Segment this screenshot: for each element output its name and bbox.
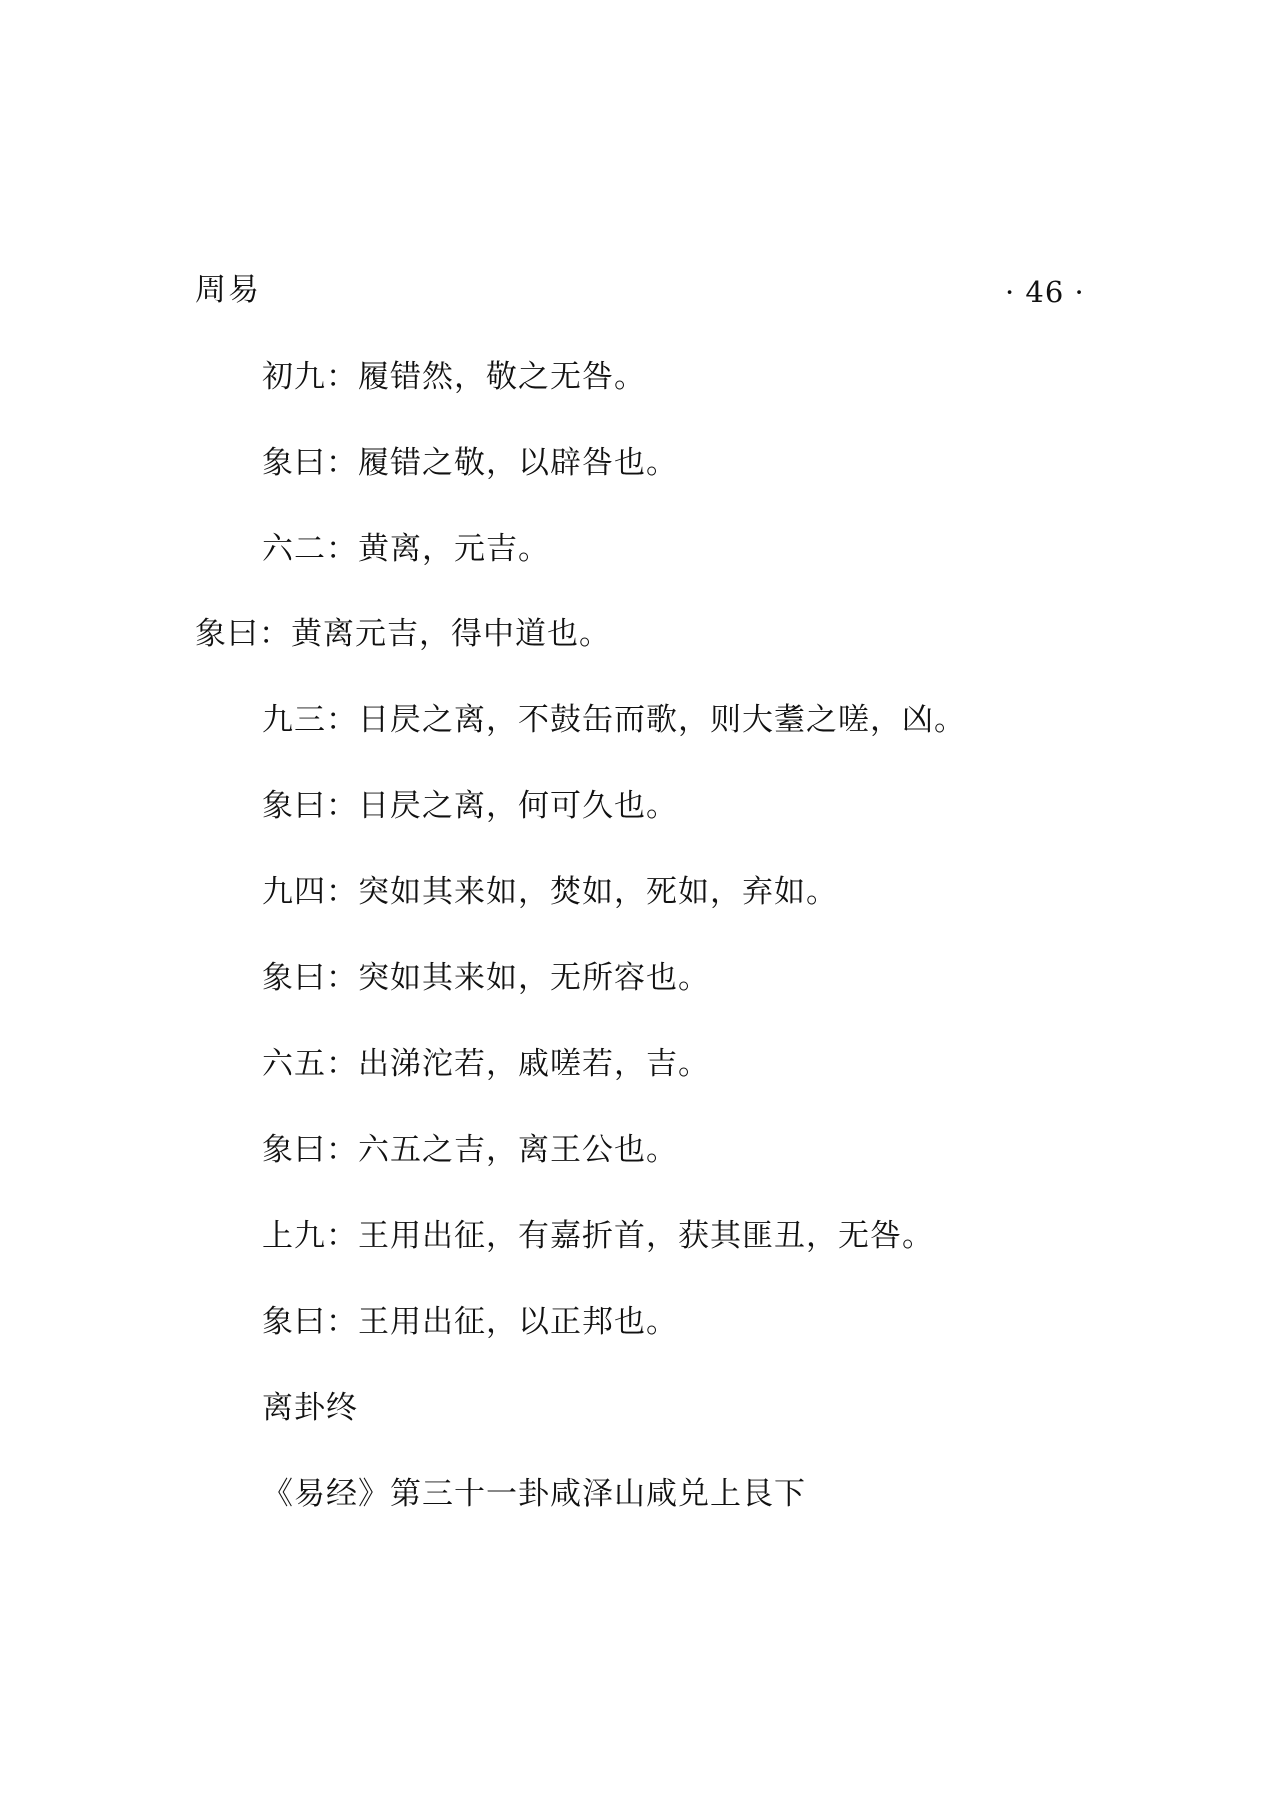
text-line: 九四：突如其来如，焚如，死如，弃如。 bbox=[262, 874, 838, 910]
text-line: 象曰：六五之吉，离王公也。 bbox=[262, 1132, 678, 1168]
text-line: 九三：日昃之离，不鼓缶而歌，则大耋之嗟，凶。 bbox=[262, 702, 966, 738]
page-number: · 46 · bbox=[1005, 275, 1085, 309]
text-line: 上九：王用出征，有嘉折首，获其匪丑，无咎。 bbox=[262, 1218, 934, 1254]
text-line: 《易经》第三十一卦咸泽山咸兑上艮下 bbox=[262, 1476, 806, 1512]
running-header-title: 周易 bbox=[195, 272, 261, 308]
text-line: 象曰：王用出征，以正邦也。 bbox=[262, 1304, 678, 1340]
text-line: 六二：黄离，元吉。 bbox=[262, 531, 550, 567]
text-line: 初九：履错然，敬之无咎。 bbox=[262, 359, 646, 395]
text-line: 象曰：履错之敬，以辟咎也。 bbox=[262, 445, 678, 481]
text-line: 象曰：日昃之离，何可久也。 bbox=[262, 788, 678, 824]
text-line: 象曰：突如其来如，无所容也。 bbox=[262, 960, 710, 996]
text-line: 离卦终 bbox=[262, 1390, 358, 1426]
text-line: 六五：出涕沱若，戚嗟若，吉。 bbox=[262, 1046, 710, 1082]
text-line: 象曰：黄离元吉，得中道也。 bbox=[195, 616, 611, 652]
